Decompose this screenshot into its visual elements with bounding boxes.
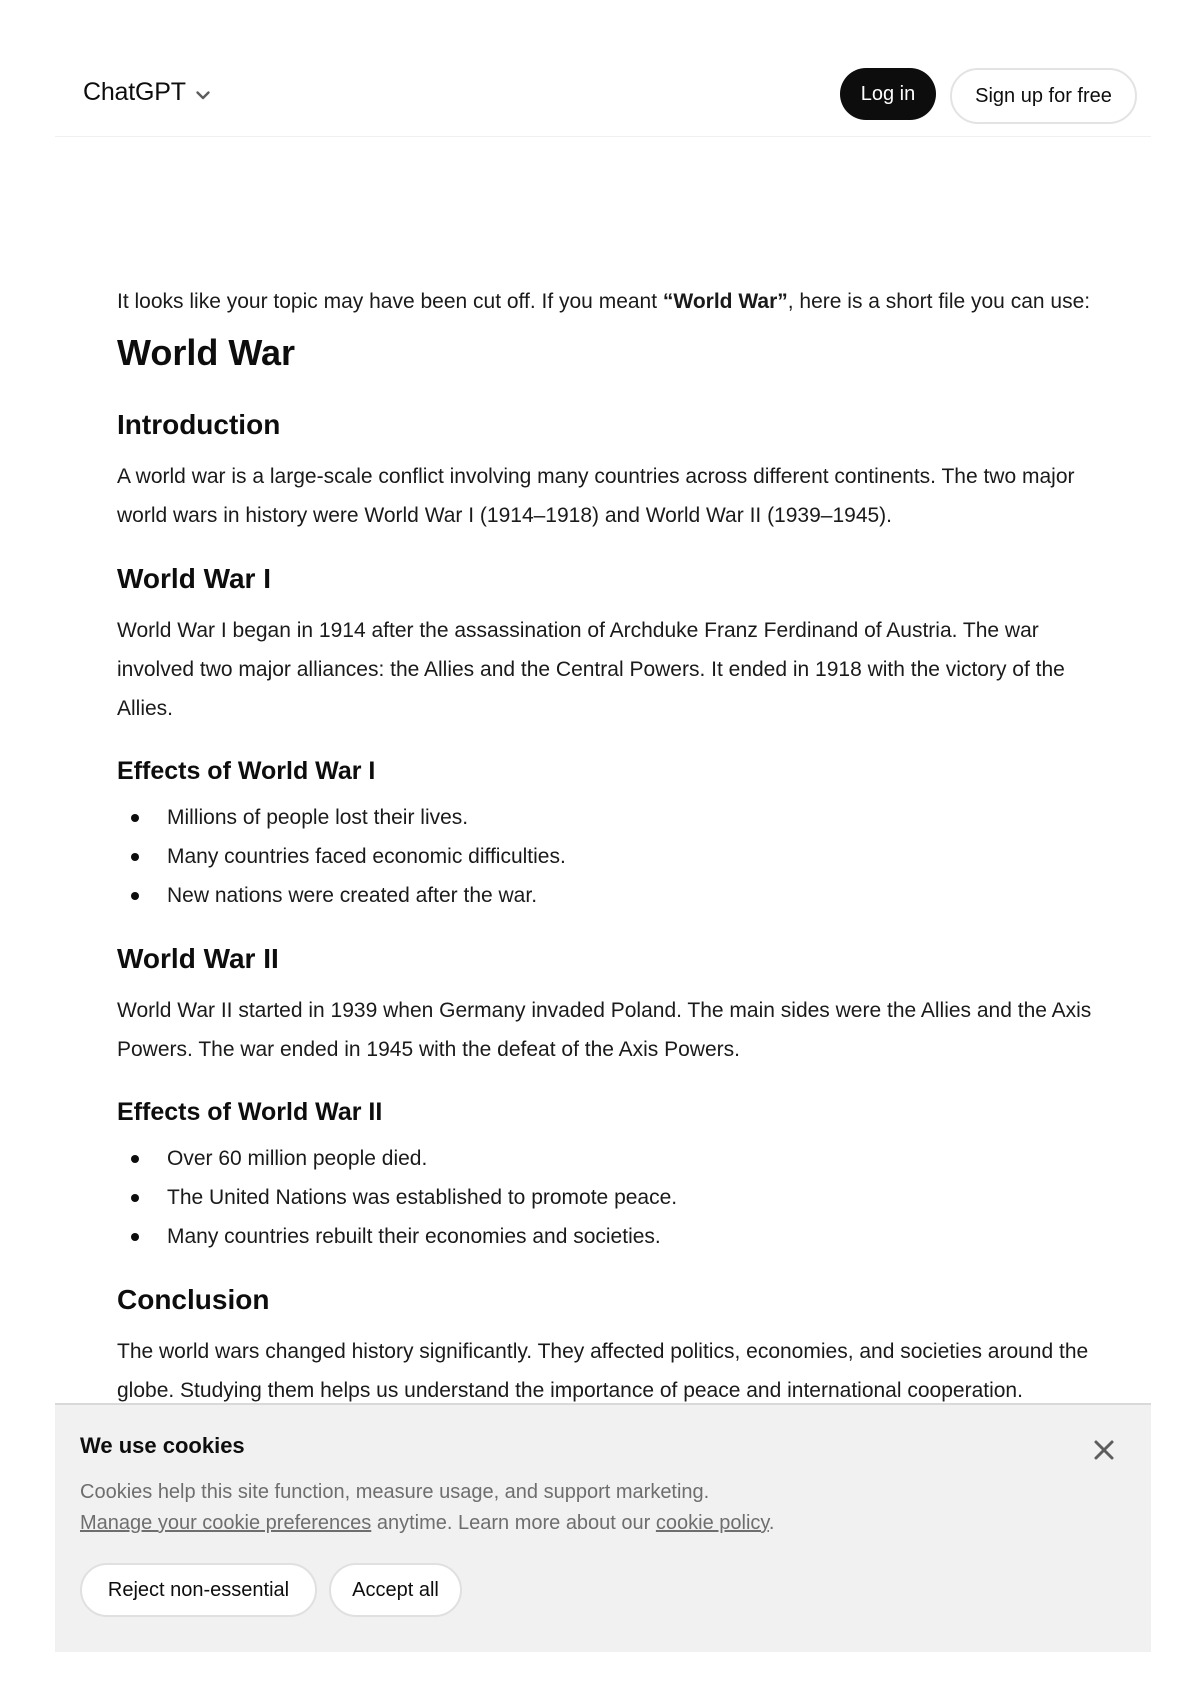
intro-highlight: “World War” bbox=[662, 290, 788, 313]
list-ww2-effects bbox=[117, 1139, 1117, 1256]
response-content bbox=[117, 282, 1117, 1436]
heading-ww1-effects: Effects of World War I bbox=[117, 757, 376, 785]
heading-ww1: World War I bbox=[117, 563, 271, 594]
heading-introduction: Introduction bbox=[117, 409, 281, 440]
model-selector[interactable] bbox=[83, 78, 212, 107]
paragraph-ww2: World War II started in 1939 when Germany invaded Poland. The main sides were the Allies and the Axis Powers. The war ended in 1945 with the defeat of the Axis Powers. bbox=[117, 999, 1092, 1061]
signup-button[interactable]: Sign up for free bbox=[950, 68, 1137, 124]
section-ww1 bbox=[117, 561, 1117, 728]
section-introduction bbox=[117, 407, 1117, 535]
list-ww1-effects bbox=[117, 798, 1117, 915]
intro-before: It looks like your topic may have been cut off. If you meant bbox=[117, 290, 663, 313]
cookie-text-line1: Cookies help this site function, measure usage, and support marketing. bbox=[80, 1481, 710, 1503]
list-item: Many countries faced economic difficulties. bbox=[117, 837, 1117, 876]
section-ww2 bbox=[117, 941, 1117, 1069]
list-item: The United Nations was established to promote peace. bbox=[117, 1178, 1117, 1217]
section-ww2-effects bbox=[117, 1095, 1117, 1256]
paragraph-introduction: A world war is a large-scale conflict involving many countries across different continents. The two major world wars in history were World War I (1914–1918) and World War II (1939–1945). bbox=[117, 465, 1075, 527]
page-frame bbox=[55, 0, 1151, 1694]
cookie-title: We use cookies bbox=[80, 1433, 245, 1458]
intro-after: , here is a short file you can use: bbox=[787, 290, 1091, 313]
login-button[interactable]: Log in bbox=[840, 68, 936, 120]
list-item: Over 60 million people died. bbox=[117, 1139, 1117, 1178]
heading-ww2: World War II bbox=[117, 943, 279, 974]
header bbox=[55, 0, 1151, 137]
reject-non-essential-button[interactable]: Reject non-essential bbox=[80, 1563, 317, 1617]
close-icon[interactable] bbox=[1091, 1437, 1117, 1463]
paragraph-ww1: World War I began in 1914 after the assassination of Archduke Franz Ferdinand of Austria. The war involved two major alliances: the Allies and the Central Powers. It ended in 1918 with the victory of the Allies. bbox=[117, 619, 1065, 720]
heading-ww2-effects: Effects of World War II bbox=[117, 1098, 383, 1126]
list-item: New nations were created after the war. bbox=[117, 876, 1117, 915]
section-conclusion bbox=[117, 1282, 1117, 1410]
accept-all-button[interactable]: Accept all bbox=[329, 1563, 462, 1617]
paragraph-conclusion: The world wars changed history significantly. They affected politics, economies, and societies around the globe. Studying them helps us understand the importance of peace and international cooperation. bbox=[117, 1340, 1089, 1402]
section-ww1-effects bbox=[117, 754, 1117, 915]
intro-paragraph bbox=[117, 282, 1117, 321]
manage-cookies-link[interactable]: Manage your cookie preferences bbox=[80, 1512, 372, 1534]
cookie-banner bbox=[55, 1403, 1151, 1652]
cookie-text bbox=[80, 1477, 980, 1539]
cookie-text-end: . bbox=[768, 1512, 775, 1534]
heading-conclusion: Conclusion bbox=[117, 1284, 270, 1315]
list-item: Millions of people lost their lives. bbox=[117, 798, 1117, 837]
cookie-policy-link[interactable]: cookie policy bbox=[655, 1512, 769, 1534]
cookie-text-mid: anytime. Learn more about our bbox=[371, 1512, 656, 1534]
brand-name: ChatGPT bbox=[83, 78, 186, 106]
doc-title: World War bbox=[117, 332, 295, 373]
chevron-down-icon bbox=[194, 86, 212, 104]
list-item: Many countries rebuilt their economies and societies. bbox=[117, 1217, 1117, 1256]
